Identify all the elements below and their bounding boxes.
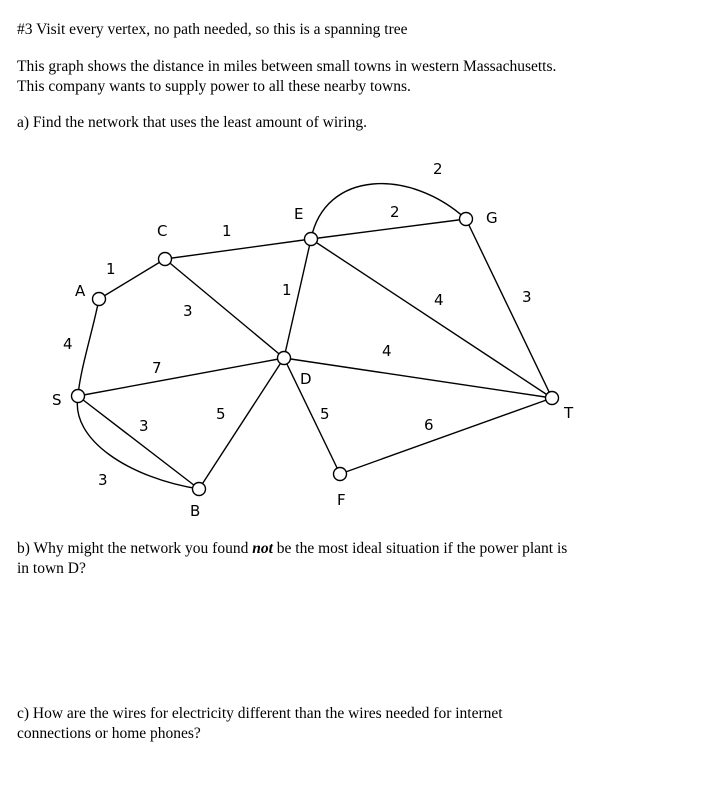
intro-line-2: This company wants to supply power to all these nearby towns. [17,78,411,95]
edge-D-T [284,358,552,398]
vertex-G [460,213,473,226]
part-c-question-line-1: c) How are the wires for electricity different than the wires needed for internet [17,705,503,722]
vertex-S [72,390,85,403]
vertex-label-A: A [75,282,86,300]
vertex-A [93,293,106,306]
weight-D-F: 5 [320,405,330,423]
vertex-label-S: S [52,391,62,409]
vertex-label-T: T [564,404,574,422]
edge-A-S [78,299,99,396]
vertex-label-G: G [486,209,498,227]
weight-B-D: 5 [216,405,226,423]
weight-C-D: 3 [183,302,193,320]
vertex-label-E: E [294,205,304,223]
vertex-F [334,468,347,481]
weight-E-G-arc: 2 [433,160,443,178]
edge-F-T [340,398,552,474]
vertex-E [305,233,318,246]
vertex-label-F: F [337,491,346,509]
edge-B-D [199,358,284,489]
vertex-label-C: C [157,222,168,240]
edge-G-T [466,219,552,398]
part-a-question: a) Find the network that uses the least amount of wiring. [17,114,367,131]
edge-S-D [78,358,284,396]
weight-A-S: 4 [63,335,73,353]
vertex-T [546,392,559,405]
weight-S-D: 7 [152,359,162,377]
part-b-question-line-1 [17,539,567,559]
weight-D-T: 4 [382,342,392,360]
part-b-question-line-2: in town D? [17,560,86,577]
weight-C-E: 1 [222,222,232,240]
vertex-label-B: B [190,502,201,520]
edge-D-F [284,358,340,474]
weight-E-T: 4 [434,291,444,309]
problem-heading: #3 Visit every vertex, no path needed, so this is a spanning tree [17,21,408,38]
weight-G-T: 3 [522,288,532,306]
vertex-D [278,352,291,365]
intro-line-1: This graph shows the distance in miles between small towns in western Massachusetts. [17,58,557,75]
weight-S-B-arc: 3 [98,471,108,489]
edge-E-G-arc [311,184,466,239]
edge-E-T [311,239,552,398]
part-c-question-line-2: connections or home phones? [17,725,201,742]
vertex-label-D: D [300,370,312,388]
weight-A-C: 1 [106,260,116,278]
edge-C-E [165,239,311,259]
vertex-C [159,253,172,266]
weight-S-B: 3 [139,417,149,435]
part-b-emphasis: not [252,540,273,557]
vertex-B [193,483,206,496]
weight-E-G: 2 [390,203,400,221]
weight-E-D: 1 [282,281,292,299]
edge-S-B [78,396,199,489]
part-b-text-pre: b) Why might the network you found [17,540,253,557]
weight-F-T: 6 [424,416,434,434]
part-b-text-post: be the most ideal situation if the power plant is [272,540,568,557]
edge-E-G [311,219,466,239]
